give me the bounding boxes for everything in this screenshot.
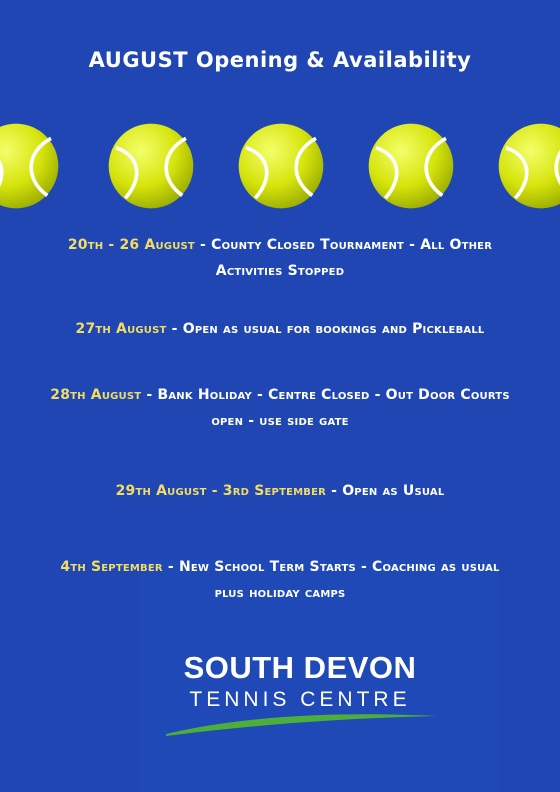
schedule-entry [8, 316, 552, 342]
schedule-entry [8, 554, 552, 606]
schedule-date: 20th - 26 August [67, 237, 195, 253]
schedule-entry [8, 478, 552, 504]
tennis-ball-icon [365, 120, 457, 212]
swoosh-icon [160, 708, 440, 738]
tennis-ball-icon [0, 120, 62, 212]
tennis-ball-icon [235, 120, 327, 212]
schedule-date: 27th August [75, 321, 167, 337]
schedule-text: - Open as Usual [326, 483, 445, 499]
logo-line-2: TENNIS CENTRE [189, 688, 411, 711]
schedule-date: 28th August [50, 387, 142, 403]
schedule-text: - Open as usual for bookings and Pickleball [166, 321, 485, 337]
south-devon-logo [160, 650, 440, 740]
schedule-entry [8, 232, 552, 284]
schedule-entry [8, 382, 552, 434]
schedule-date: 4th September [60, 559, 163, 575]
schedule-text-cont: open - use side gate [211, 413, 349, 429]
page-title: AUGUST Opening & Availability [88, 48, 472, 72]
schedule-date: 29th August - 3rd September [115, 483, 327, 499]
schedule-text-cont: plus holiday camps [214, 585, 346, 601]
logo-line-1: SOUTH DEVON [183, 650, 417, 685]
tennis-ball-row [0, 120, 560, 220]
schedule-text: - Bank Holiday - Centre Closed - Out Door Courts [141, 387, 510, 403]
schedule-text-cont: Activities Stopped [215, 263, 345, 279]
schedule-text: - County Closed Tournament - All Other [194, 237, 493, 253]
tennis-ball-icon [105, 120, 197, 212]
tennis-ball-icon [495, 120, 560, 212]
schedule-text: - New School Term Starts - Coaching as usual [162, 559, 500, 575]
